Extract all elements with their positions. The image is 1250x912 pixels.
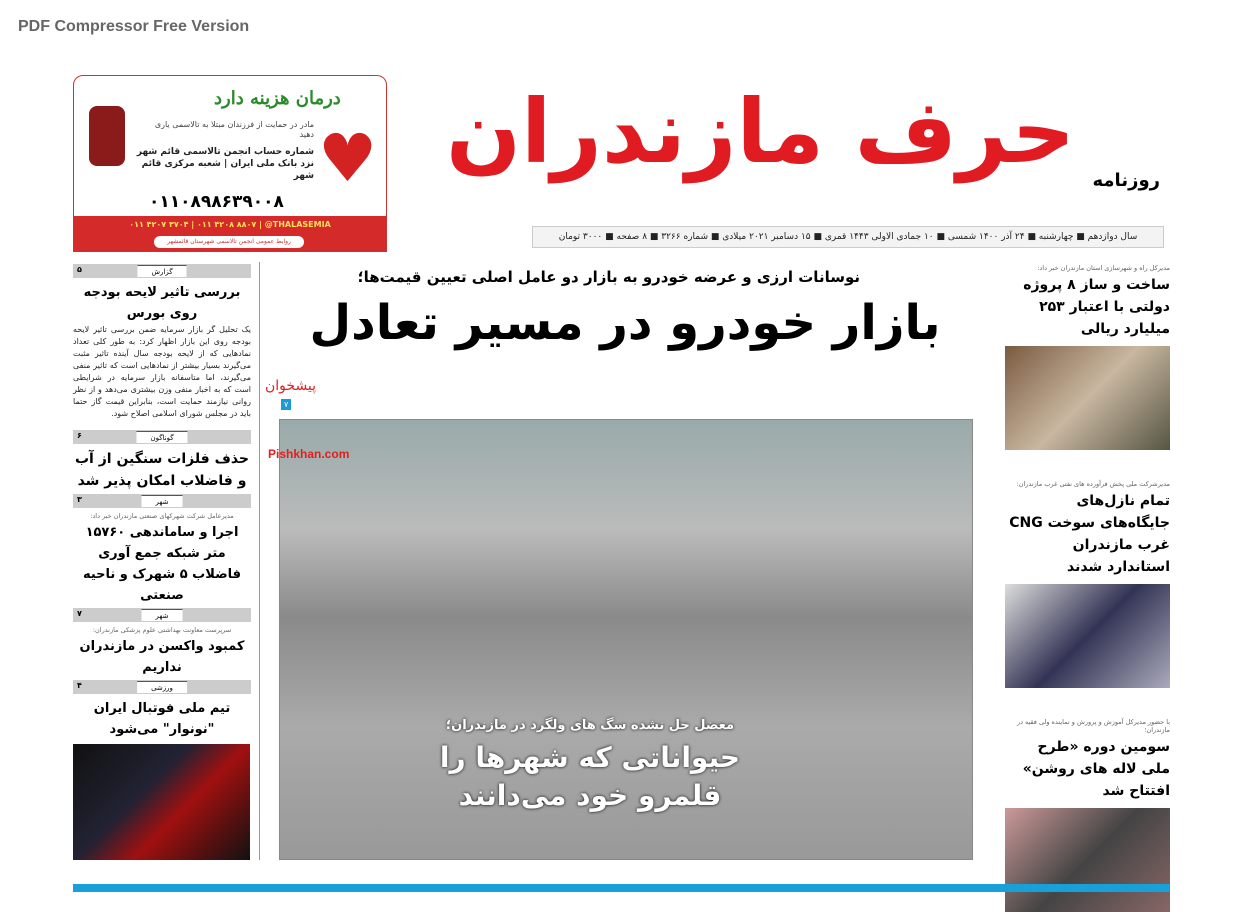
headline: تیم ملی فوتبال ایران "نونوار" می‌شود: [93, 701, 231, 737]
photo-kicker: معضل حل نشده سگ های ولگرد در مازندران؛: [445, 718, 735, 733]
section-bar: [73, 264, 251, 278]
main-headline: بازار خودرو در مسیر تعادل: [309, 295, 941, 351]
main-kicker: نوسانات ارزی و عرضه خودرو به بازار دو عامل اصلی تعیین قیمت‌ها؛: [357, 268, 860, 286]
section-label: ورزشی: [137, 681, 187, 693]
page-number: ۵: [77, 265, 82, 274]
footer-bar: [73, 884, 1170, 892]
section-bar: [73, 430, 251, 444]
official-photo: [1005, 346, 1170, 450]
dateline: سال دوازدهم ■ چهارشنبه ■ ۲۴ آذر ۱۴۰۰ شمسی ■ ۱۰ جمادی الاولی ۱۴۴۳ قمری ■ ۱۵ دسامبر ۲۰۲۱ میلادی ■ شماره ۳۲۶۶ ■ ۸ صفحه ■ ۳۰۰۰ تومان: [532, 226, 1164, 248]
app-banner: PDF Compressor Free Version: [18, 18, 250, 35]
right-column: [1005, 264, 1170, 912]
kicker: با حضور مدیرکل آموزش و پرورش و نماینده ولی فقیه در مازندران؛: [1016, 718, 1170, 734]
section-label: گوناگون: [136, 431, 187, 443]
photo-headline: حیواناتی که شهرها را قلمرو خود می‌دانند: [439, 741, 741, 812]
column-divider: [259, 262, 260, 860]
masthead: [400, 80, 1160, 220]
heart-icon: ♥: [318, 120, 378, 197]
headline: بررسی تاثیر لایحه بودجه روی بورس: [83, 285, 241, 321]
section-bar: [73, 608, 251, 622]
page-number: ۷: [77, 609, 82, 618]
kicker: مدیرکل راه و شهرسازی استان مازندران خبر داد:: [1037, 264, 1170, 272]
ceremony-photo: [1005, 808, 1170, 912]
headline: کمبود واکسن در مازندران نداریم: [79, 639, 245, 675]
section-bar: [73, 680, 251, 694]
ad-contact-bar: [74, 216, 386, 252]
left-column: [73, 262, 251, 740]
ad-account-number: ۰۱۱۰۸۹۸۶۳۹۰۰۸: [149, 192, 284, 212]
headline: ساخت و ساز ۸ پروژه دولتی با اعتبار ۲۵۳ میلیارد ریالی: [1023, 277, 1170, 337]
official-photo: [1005, 584, 1170, 688]
newspaper-name: حرف مازندران: [445, 80, 1075, 183]
ad-footer: روابط عمومی انجمن تالاسمی شهرستان قائمشهر: [154, 236, 304, 248]
article-body: یک تحلیل گر بازار سرمایه ضمن بررسی تاثیر لایحه بودجه روی این بازار اظهار کرد: به طور کلی تعداد نمادهایی که از لایحه بودجه سال آینده تاثیر مثبت می‌گیرند بسیار بیشتر از نمادهایی است که تاثیر منفی می‌گیرند، اما متاسفانه بازار سرمایه در شرایطی است که به اخبار منفی وزن بیشتری می‌دهد و از نظر روانی نیازمند حمایت است، بنابراین قیمت گاز حتما باید در مجلس شورای اسلامی اصلاح شود.: [73, 325, 251, 418]
ad-contacts: ۰۱۱ ۴۲۰۷ ۳۷۰۴ | ۰۱۱ ۴۲۰۸ ۸۸۰۷ | @THALASEMIA: [129, 220, 331, 229]
section-label: گزارش: [137, 265, 186, 277]
advertisement: [73, 75, 387, 252]
section-label: شهر: [142, 609, 183, 621]
ad-subtitle: مادر در حمایت از فرزندان مبتلا به تالاسمی یاری دهید: [154, 120, 314, 139]
football-player-photo: [73, 744, 250, 860]
ad-account-text: شماره حساب انجمن تالاسمی قائم شهر نزد بانک ملی ایران | شعبه مرکزی قائم شهر: [136, 147, 314, 181]
newspaper-prefix: روزنامه: [1092, 170, 1160, 191]
watermark-url: Pishkhan.com: [268, 447, 350, 461]
page-number: ۶: [77, 431, 82, 440]
headline: سومین دوره «طرح ملی لاله های روشن» افتتاح شد: [1022, 739, 1170, 799]
headline: حذف فلزات سنگین از آب و فاضلاب امکان پذیر شد: [74, 451, 250, 489]
page-number: ۴: [77, 681, 82, 690]
kicker: مدیرعامل شرکت شهرکهای صنعتی مازندران خبر داد:: [90, 512, 234, 520]
section-bar: [73, 494, 251, 508]
kicker: سرپرست معاونت بهداشتی علوم پزشکی مازندران:: [92, 626, 232, 634]
headline: تمام نازل‌های جایگاه‌های سوخت CNG غرب مازندران استاندارد شدند: [1009, 493, 1170, 575]
stray-dogs-photo: [279, 419, 973, 860]
photo-caption: [430, 718, 750, 815]
blood-bag-icon: [89, 106, 125, 166]
page-number: ۳: [77, 495, 82, 504]
kicker: مدیرشرکت ملی پخش فرآورده های نفتی غرب مازندران:: [1016, 480, 1170, 488]
page-number: ۷: [281, 399, 291, 410]
watermark-logo: پیشخوان: [265, 378, 317, 394]
headline: اجرا و ساماندهی ۱۵۷۶۰ متر شبکه جمع آوری فاضلاب ۵ شهرک و ناحیه صنعتی: [82, 525, 242, 603]
ad-title: درمان هزینه دارد: [214, 88, 341, 109]
section-label: شهر: [142, 495, 183, 507]
